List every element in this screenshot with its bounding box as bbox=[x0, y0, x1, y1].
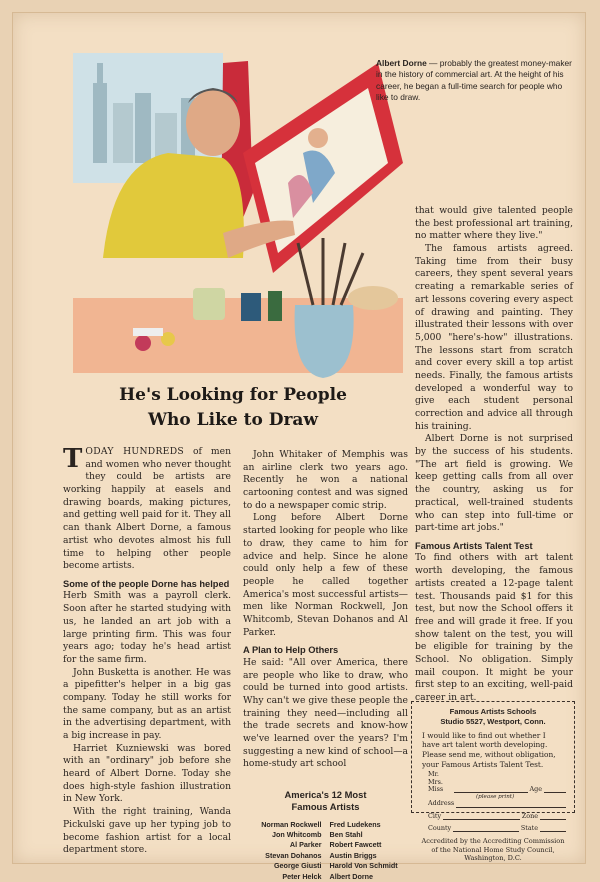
paragraph: that would give talented people the best professional art training, no matter where they live." bbox=[415, 205, 573, 242]
coupon-address: Studio 5527, Westport, Conn. bbox=[440, 716, 546, 726]
address-label: Address bbox=[428, 799, 455, 808]
headline-line-1: He's Looking for People bbox=[119, 385, 347, 405]
artist-name: Ben Stahl bbox=[329, 829, 363, 839]
paragraph: He said: "All over America, there are people who like to draw, who could be turned into good artists. Why can't we give these people the training they need—including all the trade secrets and know-how we've learned over the years? I'm suggesting a new kind of school—a home-study art school bbox=[243, 656, 408, 770]
paragraph: Harriet Kuzniewski was bored with an "ordinary" job before she heard of Albert Dorne. Today she does high-style fashion illustration in New York. bbox=[63, 742, 231, 805]
title-mr: Mr. bbox=[428, 770, 439, 779]
page-title bbox=[53, 383, 413, 432]
subhead-plan: A Plan to Help Others bbox=[243, 645, 339, 656]
artist-name: Robert Fawcett bbox=[329, 840, 382, 850]
accreditation-note: Accredited by the Accrediting Commission of the National Home Study Council, Washington, D.C. bbox=[421, 837, 565, 862]
artist-name: Fred Ludekens bbox=[329, 819, 381, 829]
paragraph: Long before Albert Dorne started looking for people who like to draw, they came to him for advice and help. Since he alone could only help a few of these people he called together America's most successful artists—men like Norman Rockwell, Jon Whitcomb, Stevan Dohanos and Al Parker. bbox=[243, 512, 408, 638]
name-field[interactable] bbox=[454, 785, 528, 801]
headline-line-2: Who Like to Draw bbox=[147, 409, 319, 430]
artist-name: Stevan Dohanos bbox=[265, 850, 322, 860]
title-miss: Miss bbox=[428, 784, 444, 793]
county-field[interactable] bbox=[453, 824, 519, 832]
name-field-row[interactable] bbox=[418, 770, 568, 801]
artist-name: Peter Helck bbox=[282, 871, 322, 881]
drop-cap: T bbox=[63, 444, 83, 474]
title-mrs: Mrs. bbox=[428, 777, 443, 786]
title-options bbox=[428, 771, 452, 793]
artist-name: Al Parker bbox=[289, 840, 322, 850]
artist-name: Harold Von Schmidt bbox=[329, 861, 398, 871]
table-top bbox=[73, 298, 403, 373]
artist-name: Jon Whitcomb bbox=[271, 829, 322, 839]
please-print-hint: (please print) bbox=[476, 794, 515, 801]
paragraph: John Whitaker of Memphis was an airline clerk two years ago. Recently he won a national cartooning contest and was signed to do a newspaper comic strip. bbox=[243, 449, 408, 511]
coupon-school: Famous Artists Schools bbox=[449, 707, 537, 716]
paragraph: To find others with art talent worth developing, the famous artists created a 12-page talent test. Thousands paid $1 for this test, but now the School offers it free and will grade it free. If you show talent on the test, you will be eligible for training by the School. No obligation. Simply mail coupon. It might be your first step to an exciting, well-paid career in art. bbox=[415, 552, 573, 704]
caption-text: — probably the greatest money-maker in the history of commercial art. At the height of his career, he began a full-time search for people who like to draw. bbox=[376, 58, 572, 103]
age-field[interactable] bbox=[544, 785, 566, 793]
caption-name: Albert Dorne bbox=[376, 58, 427, 68]
mail-coupon[interactable] bbox=[411, 701, 575, 862]
subhead-helped: Some of the people Dorne has helped bbox=[63, 578, 230, 589]
paragraph: With the right training, Wanda Pickulski gave up her typing job to become fashion artist for a local department store. bbox=[63, 806, 231, 856]
county-label: County bbox=[428, 823, 452, 832]
artist-name: Albert Dorne bbox=[329, 871, 374, 881]
paragraph: Albert Dorne is not surprised by the success of his students. "The art field is growing. We keep getting calls from all over the country, asking us for practical, well-trained students who can step into full-time or part-time art jobs." bbox=[415, 433, 573, 534]
zone-label: Zone bbox=[521, 811, 538, 820]
intro-text: of men and women who never thought they could be artists are working happily at easels and drawing boards, making pictures, and getting well paid for it. They all can thank Albert Dorne, a famous artist who devotes almost his full time to helping other people become artists. bbox=[63, 446, 231, 572]
paragraph: Herb Smith was a payroll clerk. Soon after he started studying with us, he landed an art job with a large printing firm. This was four years ago; today he's head artist for the same firm. bbox=[63, 590, 231, 665]
county-row[interactable] bbox=[418, 824, 568, 832]
subhead-talent-test: Famous Artists Talent Test bbox=[415, 540, 533, 551]
city-row[interactable] bbox=[418, 812, 568, 820]
man-head bbox=[186, 90, 240, 156]
article-column-3 bbox=[415, 205, 573, 705]
magazine-page bbox=[12, 12, 586, 881]
coupon-request: I would like to find out whether I have art talent worth developing. Please send me, without obligation, your Famous Artists Talent Test. bbox=[422, 730, 556, 769]
article-column-1 bbox=[63, 446, 231, 857]
article-column-2 bbox=[243, 449, 408, 882]
artists-list-title bbox=[243, 789, 408, 813]
artist-name: Norman Rockwell bbox=[261, 819, 322, 829]
zone-field[interactable] bbox=[540, 812, 566, 820]
paragraph: The famous artists agreed. Taking time from their busy careers, they spent several years creating a remarkable series of art lessons covering every aspect of drawing and painting. They illustrated their lessons with over 5,000 "here's-how" illustrations. The lessons start from scratch and cover every skill a top artist needs. Finally, the famous artists developed a wonderful way to give each student personal correction and advice all through his training. bbox=[415, 243, 573, 432]
artists-title-line-2: Famous Artists bbox=[291, 801, 360, 813]
paragraph: John Busketta is another. He was a pipefitter's helper in a big gas company. Today he still works for the same company, but as an artist in the advertising department, with a big increase in pay. bbox=[63, 666, 231, 742]
artist-name: George Giusti bbox=[273, 861, 322, 871]
illustration-caption bbox=[376, 58, 576, 103]
age-label: Age bbox=[529, 784, 542, 793]
intro-paragraph bbox=[63, 446, 231, 573]
lead-in: ODAY HUNDREDS bbox=[85, 446, 184, 457]
artists-list bbox=[243, 820, 408, 882]
artists-title-line-1: America's 12 Most bbox=[284, 789, 367, 801]
artist-name: Austin Briggs bbox=[329, 850, 377, 860]
city-label: City bbox=[428, 811, 442, 820]
state-label: State bbox=[520, 823, 538, 832]
state-field[interactable] bbox=[540, 824, 566, 832]
coupon-title bbox=[418, 707, 568, 727]
artist-illustration bbox=[73, 43, 403, 373]
city-field[interactable] bbox=[443, 812, 520, 820]
